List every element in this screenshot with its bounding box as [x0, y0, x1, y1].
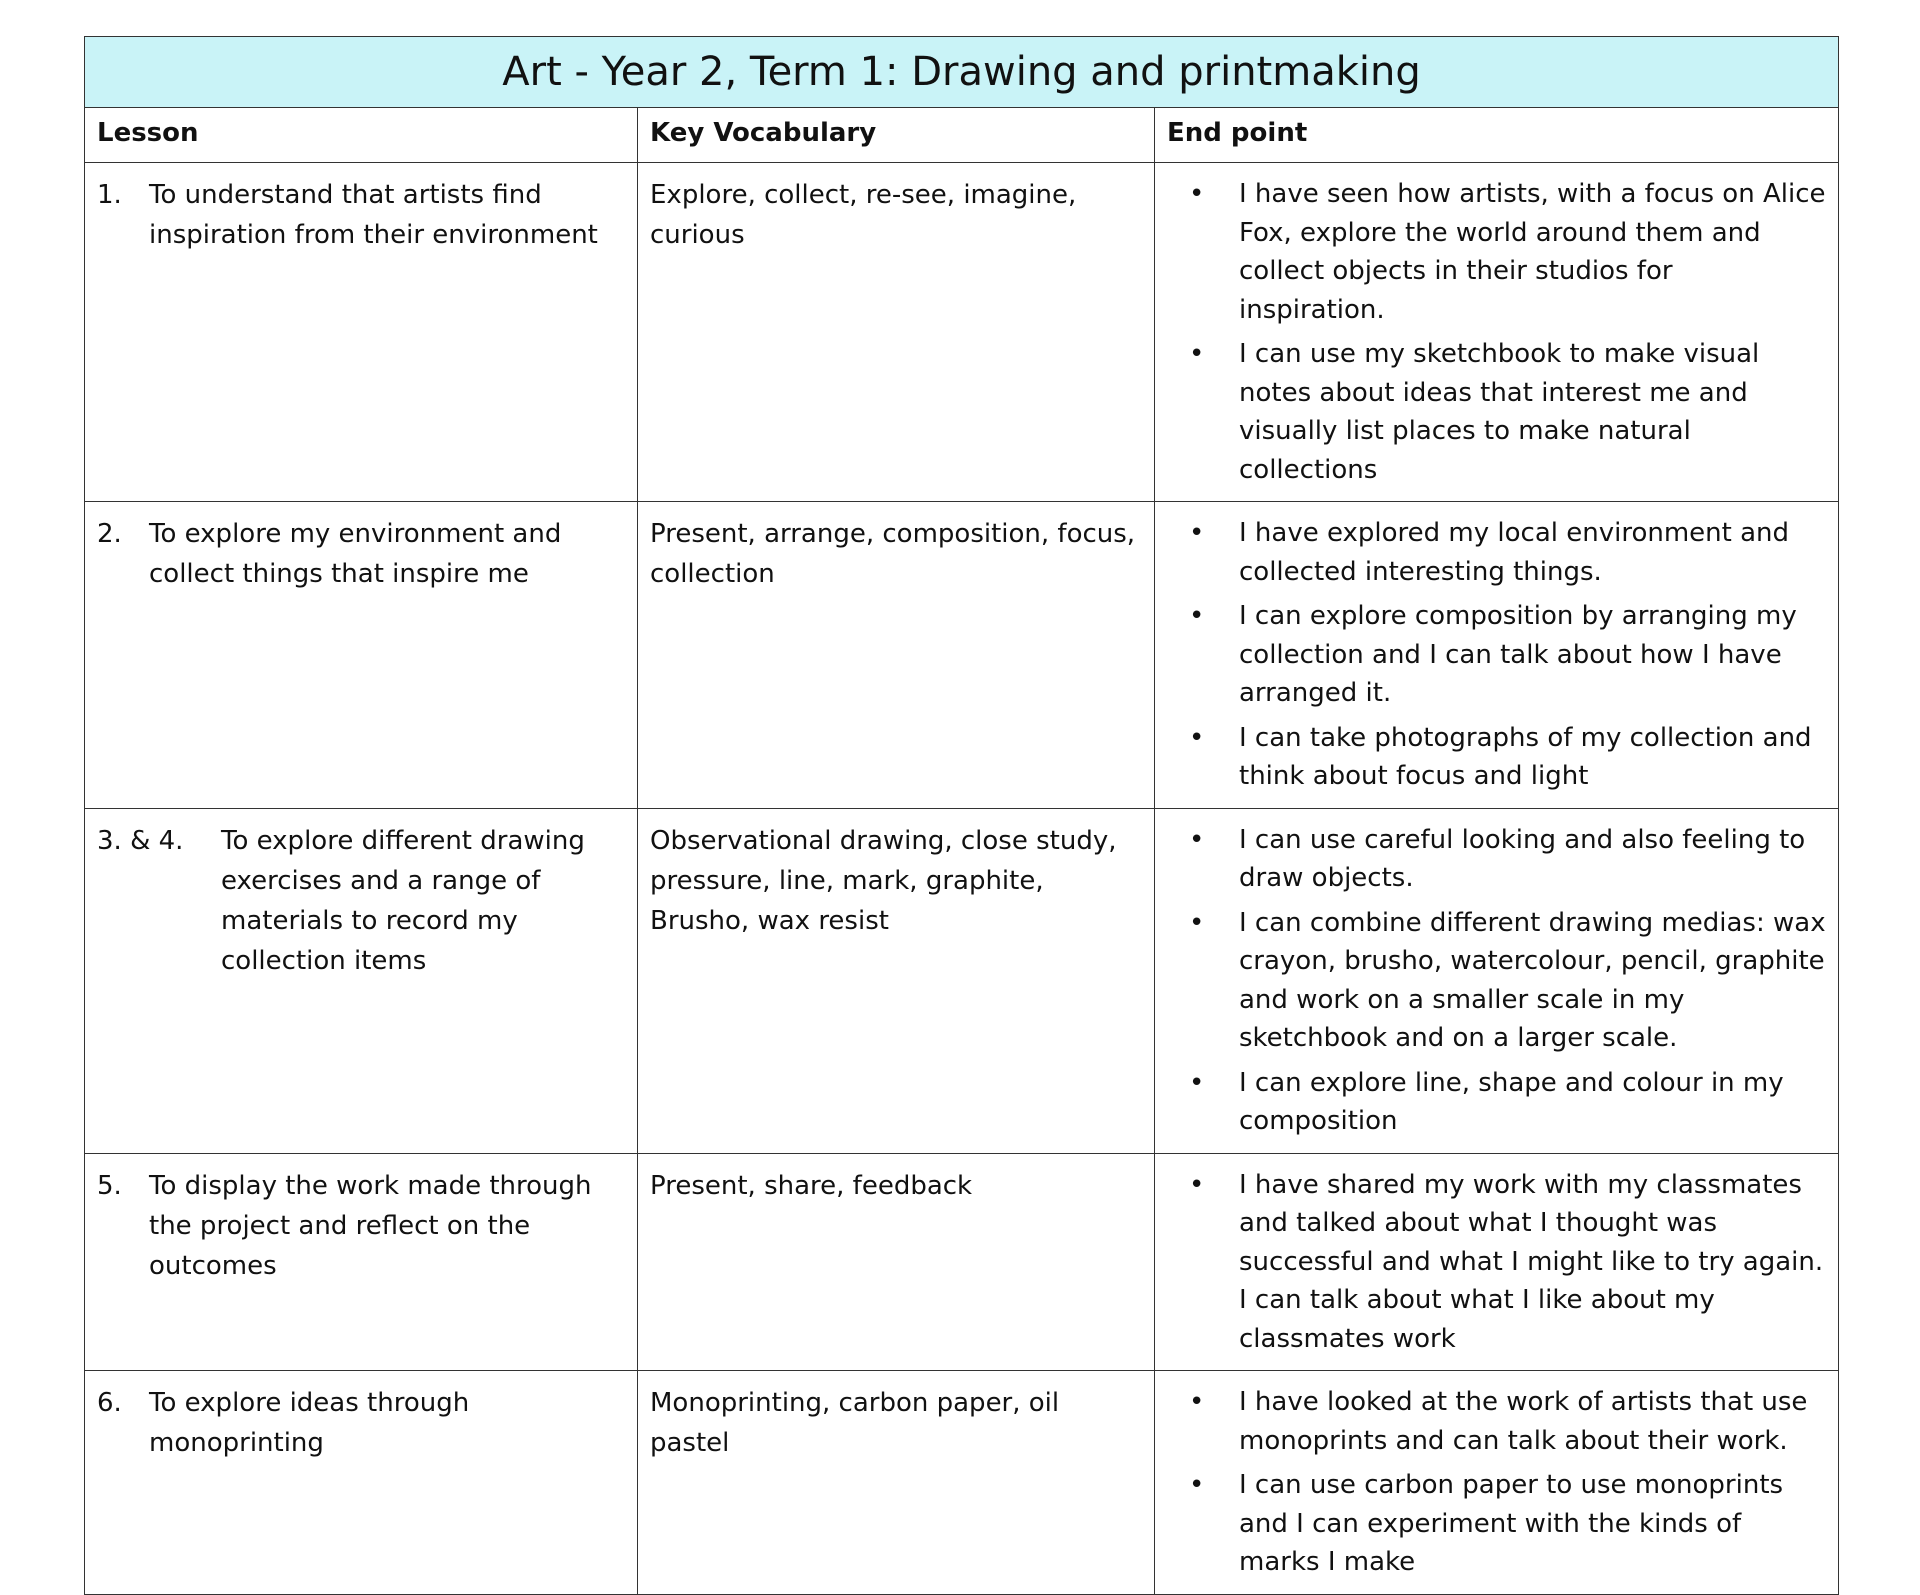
lesson-cell: [85, 1153, 638, 1371]
end-point-item: • I can use carbon paper to use monoprints and I can experiment with the kinds of marks I make: [1167, 1466, 1826, 1582]
end-point-item: • I can explore composition by arranging my collection and I can talk about how I have arranged it.: [1167, 597, 1826, 713]
vocabulary-cell: Observational drawing, close study, pressure, line, mark, graphite, Brusho, wax resist: [638, 808, 1155, 1153]
table-row: [85, 163, 1839, 502]
end-point-item: • I have seen how artists, with a focus on Alice Fox, explore the world around them and collect objects in their studios for inspiration.: [1167, 175, 1826, 329]
table-row: [85, 502, 1839, 809]
lesson-number: 3. & 4.: [97, 825, 184, 856]
lesson-number: 1.: [97, 180, 122, 210]
end-point-item: • I can use my sketchbook to make visual notes about ideas that interest me and visually list places to make natural collections: [1167, 335, 1826, 489]
table-row: [85, 1371, 1839, 1595]
header-lesson: Lesson: [85, 108, 638, 163]
table-row: [85, 808, 1839, 1153]
lesson-number: 2.: [97, 519, 122, 549]
lesson-cell: [85, 1371, 638, 1595]
lesson-cell: [85, 808, 638, 1153]
end-point-cell: [1155, 163, 1839, 502]
curriculum-table: [84, 36, 1839, 1595]
table-row: [85, 1153, 1839, 1371]
vocabulary-cell: Explore, collect, re-see, imagine, curious: [638, 163, 1155, 502]
end-point-cell: [1155, 502, 1839, 809]
header-end-point: End point: [1155, 108, 1839, 163]
end-point-cell: [1155, 1371, 1839, 1595]
end-point-cell: [1155, 808, 1839, 1153]
lesson-cell: [85, 502, 638, 809]
lesson-text: To explore different drawing exercises and a range of materials to record my collection items: [221, 825, 585, 976]
lesson-number: 6.: [97, 1388, 122, 1418]
end-point-item: • I can use careful looking and also feeling to draw objects.: [1167, 821, 1826, 898]
page-title: Art - Year 2, Term 1: Drawing and printmaking: [85, 37, 1839, 108]
end-point-item: • I have explored my local environment and collected interesting things.: [1167, 514, 1826, 591]
header-key-vocabulary: Key Vocabulary: [638, 108, 1155, 163]
end-point-item: • I have looked at the work of artists that use monoprints and can talk about their work.: [1167, 1383, 1826, 1460]
vocabulary-cell: Present, arrange, composition, focus, collection: [638, 502, 1155, 809]
lesson-text: To explore my environment and collect things that inspire me: [149, 519, 562, 589]
end-point-item: • I can explore line, shape and colour in my composition: [1167, 1064, 1826, 1141]
curriculum-sheet: [84, 36, 1838, 1595]
end-point-item: • I have shared my work with my classmates and talked about what I thought was successful and what I might like to try again. I can talk about what I like about my classmates work: [1167, 1166, 1826, 1359]
end-point-item: • I can combine different drawing medias: wax crayon, brusho, watercolour, pencil, graphite and work on a smaller scale in my sketchbook and on a larger scale.: [1167, 904, 1826, 1058]
lesson-text: To understand that artists find inspiration from their environment: [149, 180, 598, 250]
lesson-cell: [85, 163, 638, 502]
lesson-text: To explore ideas through monoprinting: [149, 1388, 470, 1458]
lesson-text: To display the work made through the project and reflect on the outcomes: [149, 1170, 592, 1281]
vocabulary-cell: Present, share, feedback: [638, 1153, 1155, 1371]
vocabulary-cell: Monoprinting, carbon paper, oil pastel: [638, 1371, 1155, 1595]
lesson-number: 5.: [97, 1170, 122, 1201]
end-point-item: • I can take photographs of my collection and think about focus and light: [1167, 719, 1826, 796]
end-point-cell: [1155, 1153, 1839, 1371]
